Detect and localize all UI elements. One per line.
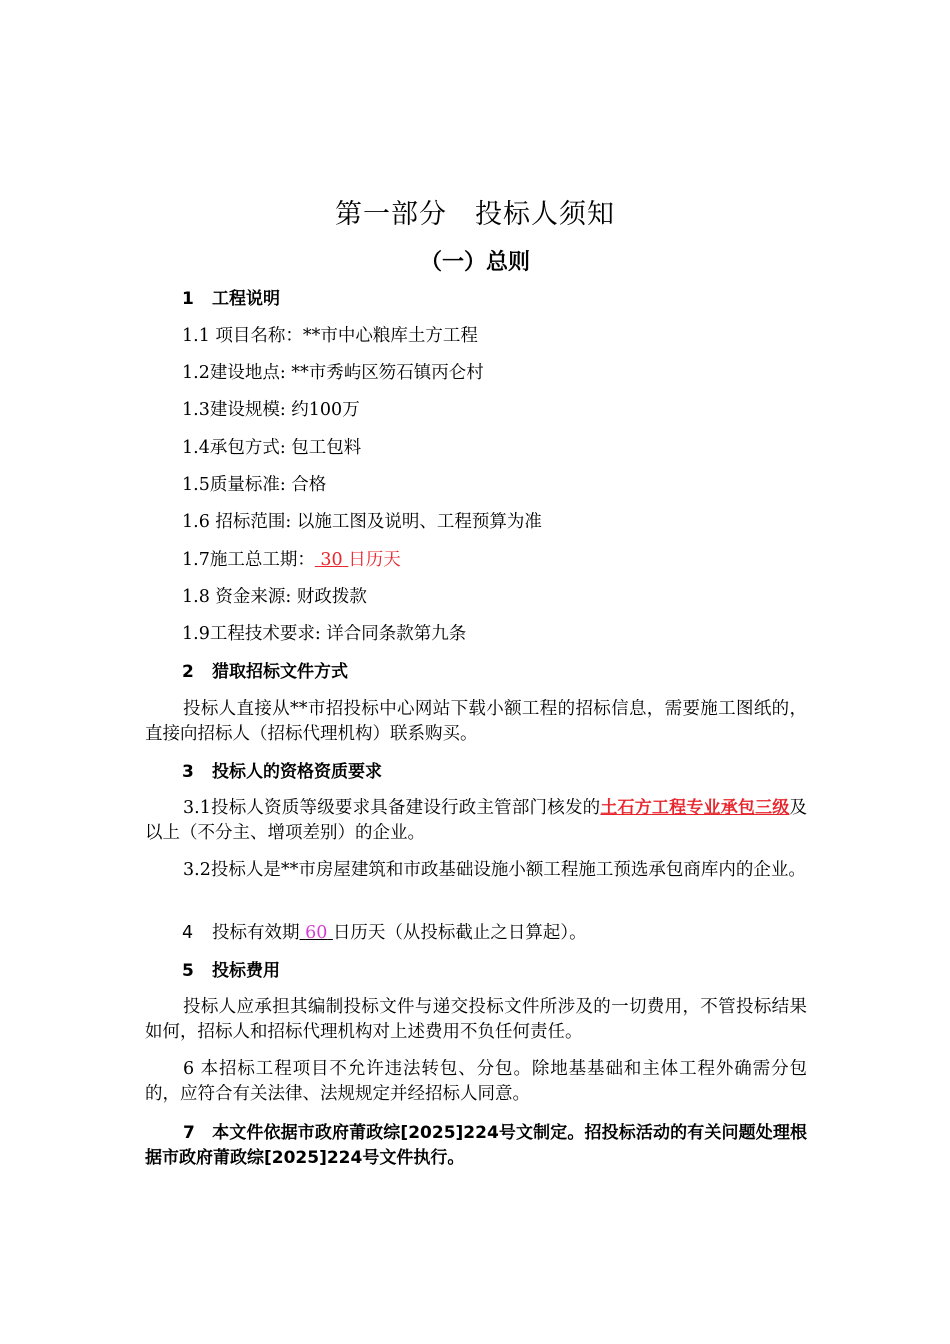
qualification-suffix: 及以上（不分主、增项差别）的企业。 [145,798,807,843]
duration-unit: 日历天 [348,550,401,570]
item-1-6: 1.6 招标范围: 以施工图及说明、工程预算为准 [182,512,542,532]
section3-paragraph1 [145,796,807,846]
section1-num: 1 [182,289,194,309]
duration-value: 30 [320,550,343,570]
section1-heading [182,286,280,312]
section1-title: 工程说明 [212,289,280,309]
section3-num: 3 [182,762,194,782]
section5-title: 投标费用 [212,961,280,981]
qualification-prefix: 3.1投标人资质等级要求具备建设行政主管部门核发的 [183,798,601,818]
section-subtitle: （一）总则 [419,250,530,275]
section5-text: 投标人应承担其编制投标文件与递交投标文件所涉及的一切费用，不管投标结果如何，招标人和招标代理机构对上述费用不负任何责任。 [145,997,807,1042]
validity-label: 投标有效期 [212,923,300,943]
section2-text: 投标人直接从**市招投标中心网站下载小额工程的招标信息，需要施工图纸的，直接向招标人（招标代理机构）联系购买。 [145,699,807,744]
section3-heading [182,759,382,785]
title-name: 投标人须知 [475,199,615,230]
section5-num: 5 [182,961,194,981]
item-1-9: 1.9工程技术要求: 详合同条款第九条 [182,624,467,644]
section5-heading [182,958,280,984]
section4-line [182,920,950,946]
item-1-8: 1.8 资金来源: 财政拨款 [182,587,367,607]
section2-title: 猎取招标文件方式 [212,662,348,682]
item-1-7 [182,547,950,573]
page-title [0,192,950,231]
duration-label: 1.7施工总工期： [182,550,315,570]
item-1-5: 1.5质量标准: 合格 [182,475,327,495]
item-1-3: 1.3建设规模: 约100万 [182,400,360,420]
section2-num: 2 [182,662,194,682]
section7-text: 7 本文件依据市政府莆政综[2025]224号文制定。招投标活动的有关问题处理根据市政府莆政综[2025]224号文件执行。 [145,1123,807,1168]
section6-text: 6 本招标工程项目不允许违法转包、分包。除地基基础和主体工程外确需分包的，应符合有关法律、法规规定并经招标人同意。 [145,1059,807,1104]
section3-title: 投标人的资格资质要求 [212,762,382,782]
item-1-1: 1.1 项目名称：**市中心粮库土方工程 [182,326,478,346]
section3-paragraph2: 3.2投标人是**市房屋建筑和市政基础设施小额工程施工预选承包商库内的企业。 [183,860,806,880]
section4-num: 4 [182,923,194,943]
validity-value: 60 [305,923,328,943]
section2-heading [182,659,348,685]
title-part: 第一部分 [335,199,447,230]
qualification-highlight: 土石方工程专业承包三级 [600,798,790,818]
validity-rest: 日历天（从投标截止之日算起）。 [332,923,587,943]
item-1-4: 1.4承包方式: 包工包料 [182,438,362,458]
item-1-2: 1.2建设地点: **市秀屿区笏石镇丙仑村 [182,363,484,383]
